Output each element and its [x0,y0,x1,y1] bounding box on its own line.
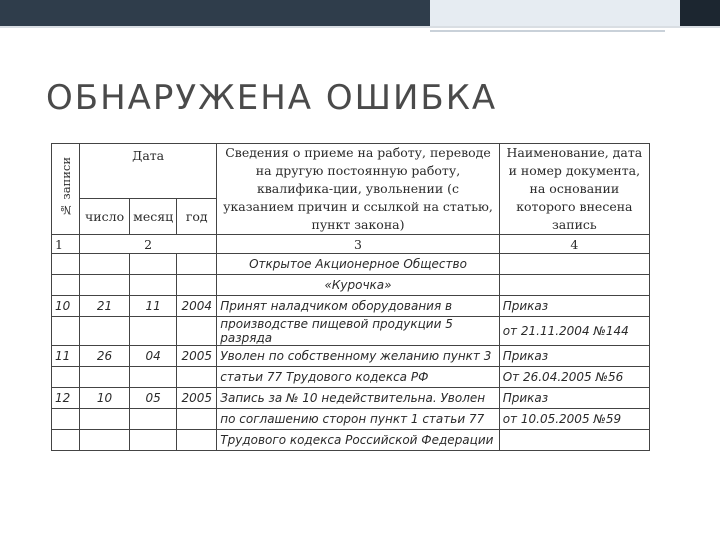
empty-cell [80,367,130,388]
header-record-no-label: № записи [58,157,73,218]
empty-cell [130,409,177,430]
header-date: Дата [80,144,217,199]
table-row [52,346,650,367]
empty-cell [130,367,177,388]
record-document: Приказ [499,388,649,409]
slide-title: ОБНАРУЖЕНА ОШИБКА [46,78,498,118]
empty-cell [80,275,130,296]
header-document: Наименование, дата и номер документа, на основании которого внесена запись [499,144,649,235]
record-no: 11 [52,346,80,367]
empty-cell [177,275,217,296]
record-info: Уволен по собственному желанию пункт 3 [217,346,499,367]
record-year: 2005 [177,346,217,367]
header-row [52,144,650,199]
table-row [52,367,650,388]
empty-cell [177,409,217,430]
rule-accent-line [430,30,665,32]
column-number-row [52,235,650,254]
empty-cell [52,275,80,296]
org-name-line2: «Курочка» [217,275,499,296]
header-month: месяц [130,198,177,234]
record-document: от 21.11.2004 №144 [499,317,649,346]
column-number-2: 2 [80,235,217,254]
empty-cell [130,254,177,275]
record-day: 21 [80,296,130,317]
empty-cell [52,367,80,388]
labor-book-table [51,143,650,451]
record-info: производстве пищевой продукции 5 разряда [217,317,499,346]
empty-cell [52,317,80,346]
empty-cell [80,430,130,451]
empty-cell [177,367,217,388]
header-record-no [52,144,80,235]
record-day: 10 [80,388,130,409]
column-number-1: 1 [52,235,80,254]
table-row [52,430,650,451]
empty-cell [499,430,649,451]
record-info: Принят наладчиком оборудования в [217,296,499,317]
empty-cell [52,409,80,430]
empty-cell [177,317,217,346]
record-document: от 10.05.2005 №59 [499,409,649,430]
record-no: 12 [52,388,80,409]
record-year: 2005 [177,388,217,409]
empty-cell [499,254,649,275]
header-info: Сведения о приеме на работу, переводе на другую постоянную работу, квалифика-ции, увольнении (с указанием причин и ссылкой на статью, пункт закона) [217,144,499,235]
empty-cell [130,317,177,346]
empty-cell [52,430,80,451]
empty-cell [499,275,649,296]
header-day: число [80,198,130,234]
table-row [52,275,650,296]
record-month: 11 [130,296,177,317]
record-info: статьи 77 Трудового кодекса РФ [217,367,499,388]
empty-cell [177,430,217,451]
record-info: по соглашению сторон пункт 1 статьи 77 [217,409,499,430]
record-info: Трудового кодекса Российской Федерации [217,430,499,451]
table-row [52,254,650,275]
slide-header-band [0,0,720,26]
empty-cell [80,409,130,430]
record-no: 10 [52,296,80,317]
header-accent-light [430,0,680,26]
org-name-line1: Открытое Акционерное Общество [217,254,499,275]
table-row [52,388,650,409]
record-info: Запись за № 10 недействительна. Уволен [217,388,499,409]
record-document: Приказ [499,296,649,317]
header-year: год [177,198,217,234]
empty-cell [130,430,177,451]
header-rule [0,26,720,32]
record-day: 26 [80,346,130,367]
column-number-3: 3 [217,235,499,254]
record-document: Приказ [499,346,649,367]
table-row [52,409,650,430]
record-year: 2004 [177,296,217,317]
table-row [52,296,650,317]
rule-line [0,26,720,28]
empty-cell [80,254,130,275]
column-number-4: 4 [499,235,649,254]
empty-cell [177,254,217,275]
record-month: 05 [130,388,177,409]
header-accent-dark [680,0,720,26]
record-document: От 26.04.2005 №56 [499,367,649,388]
table-row [52,317,650,346]
empty-cell [130,275,177,296]
empty-cell [52,254,80,275]
empty-cell [80,317,130,346]
record-month: 04 [130,346,177,367]
